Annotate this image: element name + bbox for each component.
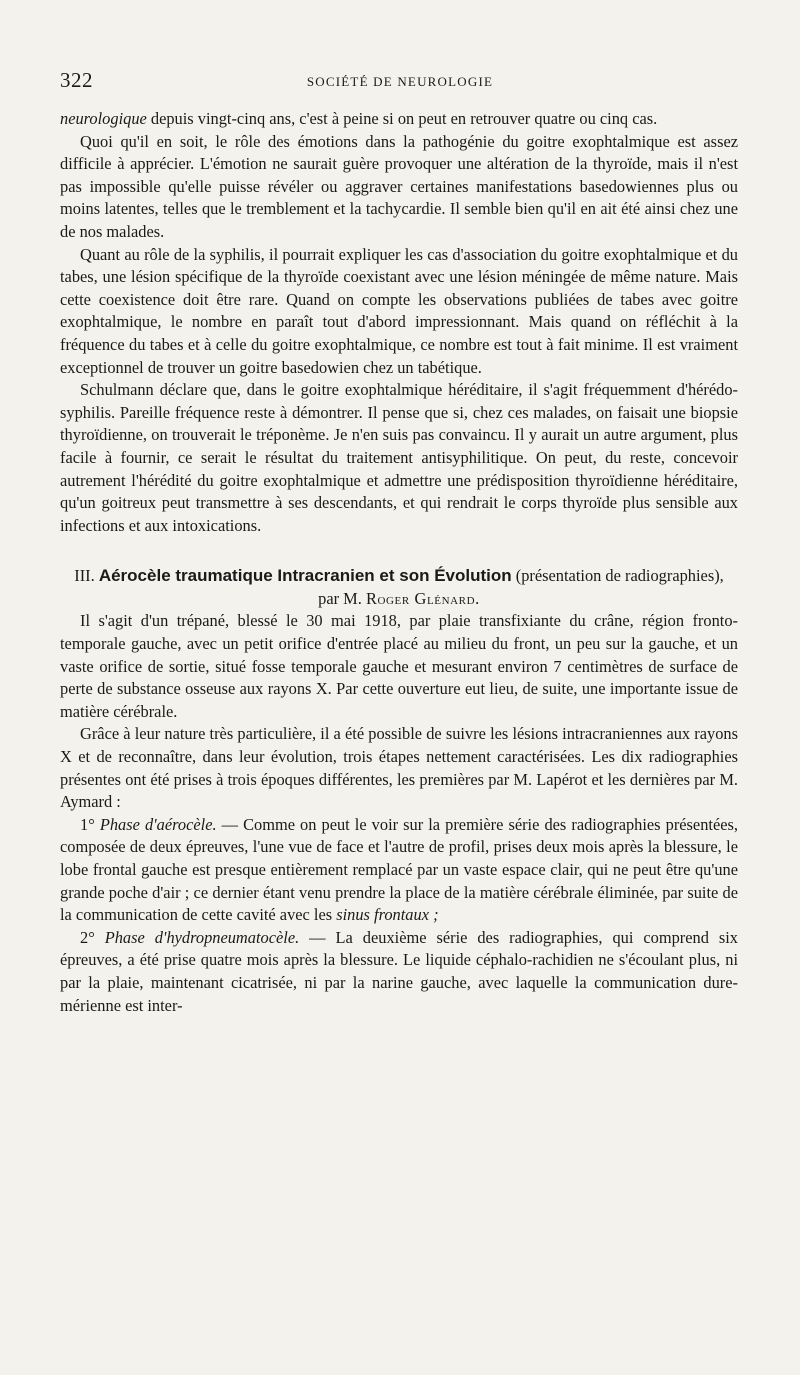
phase-2-text: — La deuxième série des radiographies, qui comprend six épreuves, a été prise quatre mois après la blessure. Le liquide céphalo-rachidien ne s'écoulant plus, ni par la plaie, maintenant cicatrisée, ni par la narine gauche, avec laquelle la communication dure-mérienne est inter- xyxy=(60,927,738,1015)
italic-word: neurologique xyxy=(60,109,147,128)
paragraph-radiographies: Grâce à leur nature très particulière, il a été possible de suivre les lésions intracraniennes aux rayons X et de reconnaître, dans leur évolution, trois étapes nettement caractérisées. Les dix radiographies présentes ont été prises à trois époques différentes, les premières par M. Lapérot et les dernières par M. Aymard : xyxy=(60,724,738,812)
phase-2-title: Phase d'hydropneumatocèle. xyxy=(104,927,300,947)
paragraph-phase-1 xyxy=(60,814,738,927)
section-author: Roger Glénard. xyxy=(365,588,480,608)
paragraph-emotions: Quoi qu'il en soit, le rôle des émotions dans la pathogénie du goitre exophtalmique est assez difficile à apprécier. L'émotion ne saurait guère provoquer une altération de la thyroïde, mais il n'est pas impossible qu'elle puisse révéler ou aggraver certaines manifestations basedowiennes plus ou moins latentes, telles que le tremblement et la tachycardie. Il semble bien qu'il en ait été ainsi chez une de nos malades. xyxy=(60,131,738,241)
phase-1-number: 1° xyxy=(80,814,100,834)
paragraph-case: Il s'agit d'un trépané, blessé le 30 mai 1918, par plaie transfixiante du crâne, région fronto-temporale gauche, avec un petit orifice d'entrée placé au milieu du front, un peu sur la gauche, et un vaste orifice de sortie, situé fosse temporale gauche et mesurant environ 7 centimètres de surface de perte de substance osseuse aux rayons X. Par cette ouverture eut lieu, de suite, une importante issue de matière cérébrale. xyxy=(60,611,738,721)
phase-1-text: — Comme on peut le voir sur la première série des radiographies présentées, composée de deux épreuves, l'une vue de face et l'autre de profil, prises deux mois après la blessure, le lobe frontal gauche est presque entièrement remplacé par un vaste espace clair, qui ne peut être qu'une grande poche d'air ; ce dernier étant venu prendre la place de la matière cérébrale éliminée, par suite de la communication de cette cavité avec les xyxy=(60,814,738,925)
section-numeral: III. xyxy=(74,566,95,586)
paragraph-schulmann: Schulmann déclare que, dans le goitre exophtalmique héréditaire, il s'agit fréquemment d'hérédo-syphilis. Pareille fréquence reste à démontrer. Il pense que si, chez ces malades, on faisait une biopsie thyroïdienne, on trouverait le tréponème. Je n'en suis pas convaincu. Il y aurait un autre argument, plus facile à fournir, ce serait le résultat du traitement antisyphilitique. On peut, du reste, concevoir autrement l'hérédité du goitre exophtalmique et admettre une prédisposition thyroïdienne héréditaire, qu'un goitreux peut transmettre à ses descendants, et qui rendrait le corps thyroïde plus sensible aux infections et aux intoxications. xyxy=(60,380,738,535)
running-head: SOCIÉTÉ DE NEUROLOGIE xyxy=(306,74,494,89)
sinus-frontaux: sinus frontaux ; xyxy=(336,905,439,925)
page-number: 322 xyxy=(60,68,93,92)
section-title: Aérocèle traumatique Intracranien et son Évolution xyxy=(98,566,512,586)
paragraph-text: depuis vingt-cinq ans, c'est à peine si on peut en retrouver quatre ou cinq cas. xyxy=(146,109,658,128)
section-heading xyxy=(60,565,738,610)
article-body xyxy=(60,108,738,1017)
phase-1-title: Phase d'aérocèle. xyxy=(99,814,217,834)
paragraph-syphilis: Quant au rôle de la syphilis, il pourrait expliquer les cas d'association du goitre exophtalmique et du tabes, une lésion spécifique de la thyroïde coexistant avec une lésion méningée de même nature. Mais cette coexistence doit être rare. Quand on compte les observations publiées de tabes avec goitre exophtalmique, le nombre en paraît tout d'abord impressionnant. Mais quand on réfléchit à la fréquence du tabes et à celle du goitre exophtalmique, ce nombre est tout à fait minime. Il est vraiment exceptionnel de trouver un goitre basedowien chez un tabétique. xyxy=(60,244,738,377)
phase-2-number: 2° xyxy=(80,927,105,947)
paragraph-phase-2 xyxy=(60,927,738,1017)
paragraph-continuation xyxy=(60,108,738,131)
page-header xyxy=(60,68,740,98)
section-subtitle: (présentation de radiographies), par M. xyxy=(318,566,724,608)
